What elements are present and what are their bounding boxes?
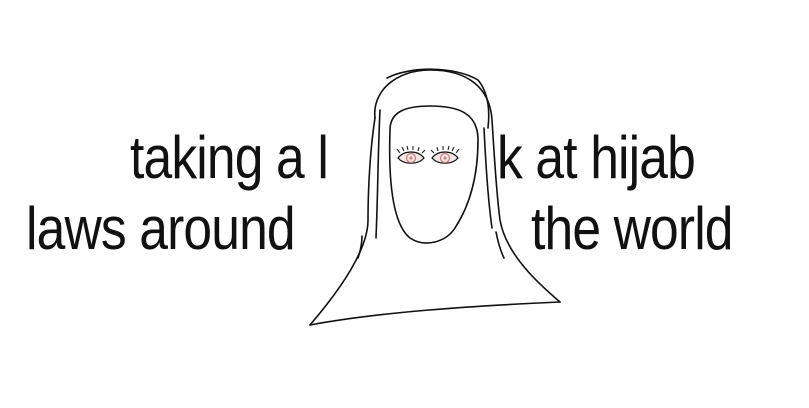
hijab-outline xyxy=(310,69,560,325)
right-eye xyxy=(431,146,459,163)
eyes xyxy=(397,146,459,163)
headline-line2-right: the world xyxy=(531,195,733,262)
hijab-woman-line-drawing-icon xyxy=(300,60,580,340)
headline-line1-right: k at hijab xyxy=(497,124,695,191)
left-eye xyxy=(397,146,425,163)
headline-line2-left: laws around xyxy=(26,195,295,262)
headline-line1-left: taking a l xyxy=(130,124,328,191)
